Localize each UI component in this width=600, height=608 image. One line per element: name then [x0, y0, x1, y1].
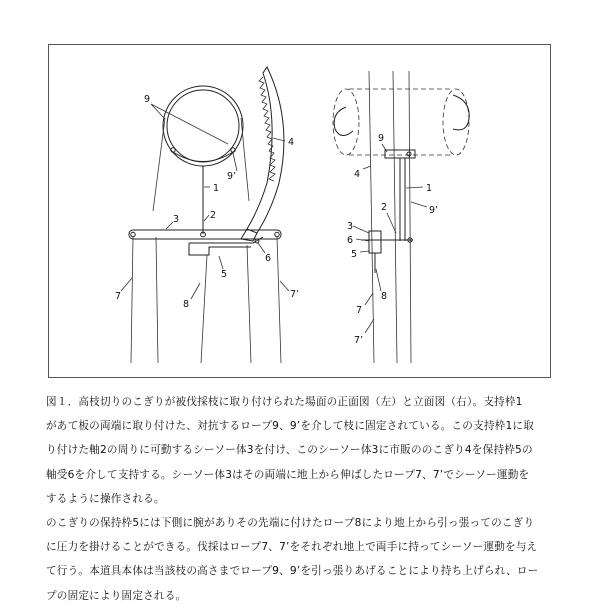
branch-end-left [333, 89, 359, 155]
figure-caption [46, 390, 558, 608]
side-leader-1 [406, 187, 423, 188]
side-label-3: 3 [347, 221, 354, 232]
side-leader-4 [363, 166, 371, 169]
leader-8 [191, 283, 200, 299]
front-label-8: 8 [183, 299, 190, 310]
side-label-1: 1 [426, 183, 433, 194]
side-leader-7 [365, 293, 373, 305]
leader-6 [258, 243, 265, 253]
rope-7prime-b [277, 237, 281, 363]
leader-4 [273, 138, 285, 141]
fix-rope-right [241, 118, 249, 201]
front-view [115, 67, 299, 363]
figure-frame [48, 44, 551, 378]
seesaw-end-left [131, 232, 135, 236]
caption-line: て行う。本道具本体は当該枝の高さまでロープ9、9’を引っ張りあげることにより持ち上げられ、ロー [46, 565, 539, 578]
side-label-7prime: 7’ [354, 335, 364, 346]
patent-diagram [49, 45, 552, 379]
side-label-4: 4 [354, 169, 361, 180]
pad-ring [167, 90, 239, 162]
side-seesaw-block [369, 231, 381, 253]
rope-7-b [156, 237, 158, 363]
branch-side [349, 89, 453, 155]
side-label-9: 9 [378, 133, 385, 144]
leader-3 [166, 222, 173, 229]
side-rope-left [369, 71, 374, 363]
caption-line: り付けた軸2の周りに可動するシーソー体3を付け、このシーソー体3に市販ののこぎり4を保持枠5の [46, 444, 533, 457]
caption-line: に圧力を掛けることができる。伐採はロープ7、7’をそれぞれ地上で両手に持ってシーソー運動を与え [46, 541, 538, 554]
side-label-2: 2 [381, 202, 388, 213]
rope-8 [201, 255, 207, 363]
side-label-5: 5 [351, 249, 358, 260]
branch-end-right-solid [453, 95, 469, 130]
side-leader-7prime [365, 319, 374, 333]
side-label-7: 7 [356, 305, 363, 316]
side-label-9prime: 9’ [429, 205, 439, 216]
front-label-6: 6 [265, 253, 272, 264]
leader-7 [121, 278, 132, 291]
front-label-7: 7 [115, 291, 122, 302]
leader-9prime [233, 153, 237, 171]
side-leader-5 [360, 251, 369, 252]
side-view [333, 71, 469, 363]
side-label-8: 8 [381, 291, 388, 302]
caption-line: するように操作される。 [46, 492, 165, 505]
side-rope-right-b [409, 71, 411, 363]
fix-rope-left [153, 118, 165, 211]
side-label-6: 6 [347, 235, 354, 246]
holder-frame [189, 237, 263, 255]
branch-section [163, 86, 243, 166]
side-leader-8 [376, 269, 381, 291]
saw-blade [247, 67, 284, 233]
side-leader-3 [353, 226, 369, 233]
caption-line: プの固定により固定される。 [46, 589, 187, 602]
front-label-3: 3 [173, 214, 180, 225]
leader-5 [219, 256, 223, 269]
rope-7-a [131, 237, 133, 363]
caption-line: 図１．高枝切りのこぎりが被伐採枝に取り付けられた場面の正面図（左）と立面図（右）。支持枠1 [46, 396, 523, 408]
caption-line: があて板の両端に取り付けた、対抗するロープ9、9’を介して枝に固定されている。この支持枠1に取 [46, 420, 534, 433]
leader-7prime [280, 281, 289, 291]
front-label-1: 1 [213, 183, 220, 194]
front-label-9prime: 9’ [227, 171, 237, 182]
seesaw-end-right [275, 232, 279, 236]
front-label-5: 5 [221, 269, 228, 280]
rope-7prime-a [247, 245, 251, 363]
front-label-2: 2 [210, 210, 217, 221]
front-label-4: 4 [288, 137, 295, 148]
branch-end-left-solid [334, 107, 353, 136]
branch-end-right [443, 89, 469, 155]
side-leader-9prime [411, 202, 427, 207]
side-rope-right-a [393, 71, 397, 363]
caption-line: のこぎりの保持枠5には下側に腕がありその先端に付けたロープ8により地上から引っ張ってのこぎり [46, 517, 535, 530]
front-label-7prime: 7’ [290, 289, 300, 300]
caption-line: 軸受6を介して支持する。シーソー体3はその両端に地上から伸ばしたロープ7、7’でシーソー運動を [46, 468, 530, 481]
front-label-9: 9 [144, 94, 151, 105]
leader-2 [204, 215, 209, 221]
